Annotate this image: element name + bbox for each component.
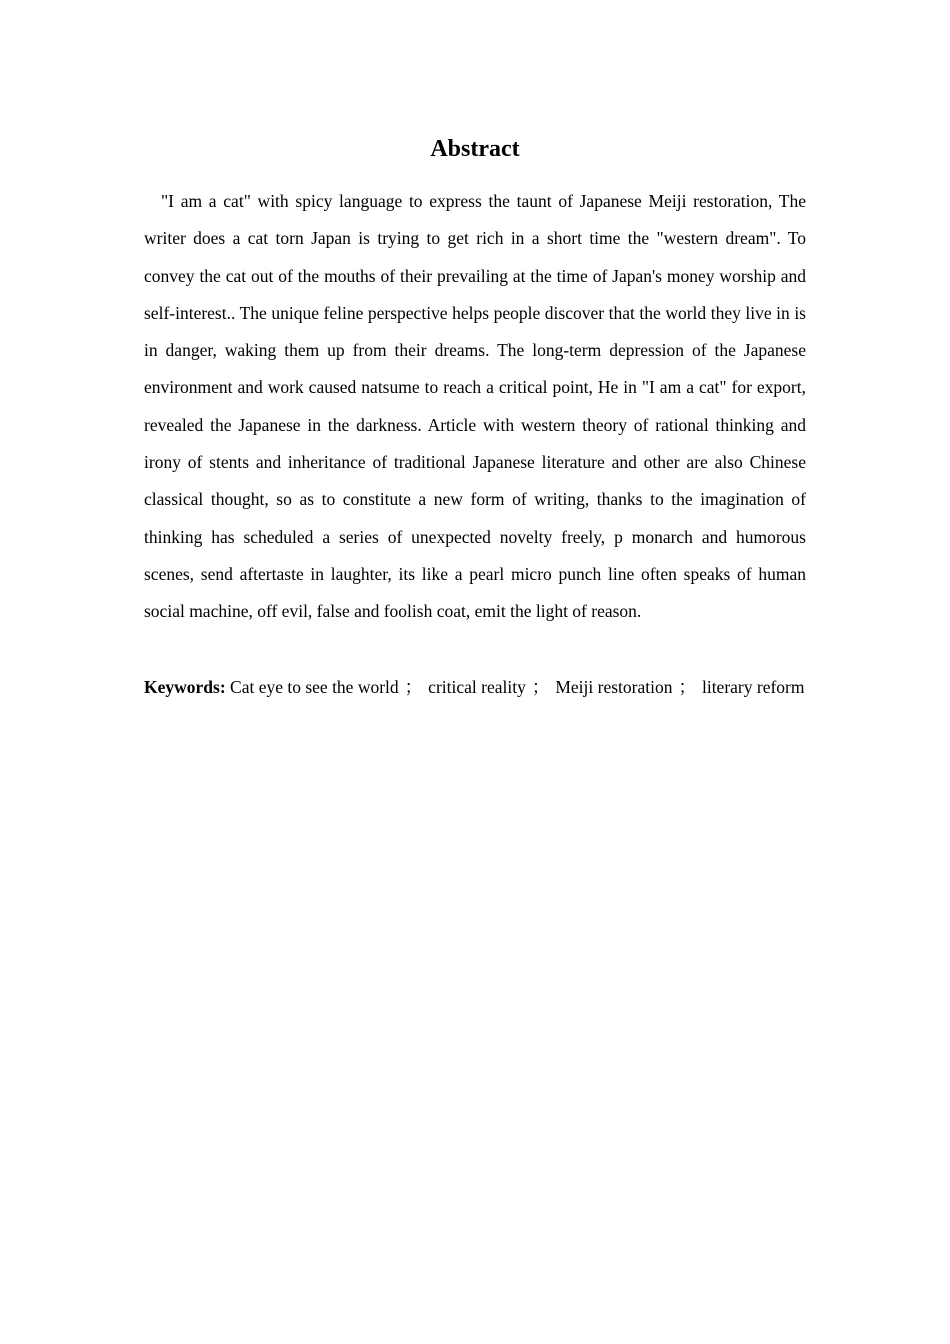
- keyword-item: Cat eye to see the world: [230, 677, 399, 697]
- keyword-item: Meiji restoration: [555, 677, 673, 697]
- keyword-separator: ；: [404, 677, 423, 697]
- abstract-paragraph: "I am a cat" with spicy language to express the taunt of Japanese Meiji restoration, The writer does a cat torn Japan is trying to get rich in a short time the "western dream". To convey the cat out of the mouths of their prevailing at the time of Japan's money worship and self-interest.. The unique feline perspective helps people discover that the world they live in is in danger, waking them up from their dreams. The long-term depression of the Japanese environment and work caused natsume to reach a critical point, He in "I am a cat" for export, revealed the Japanese in the darkness. Article with western theory of rational thinking and irony of stents and inheritance of traditional Japanese literature and other are also Chinese classical thought, so as to constitute a new form of writing, thanks to the imagination of thinking has scheduled a series of unexpected novelty freely, p monarch and humorous scenes, send aftertaste in laughter, its like a pearl micro punch line often speaks of human social machine, off evil, false and foolish coat, emit the light of reason.: [144, 191, 806, 622]
- keyword-item: literary reform: [701, 677, 805, 697]
- keyword-separator: ；: [531, 677, 550, 697]
- keyword-item: critical reality: [428, 677, 526, 697]
- abstract-title: Abstract: [430, 136, 520, 162]
- keywords-line: [144, 669, 806, 705]
- keywords-label: Keywords:: [144, 677, 226, 697]
- keyword-separator: ；: [678, 677, 696, 697]
